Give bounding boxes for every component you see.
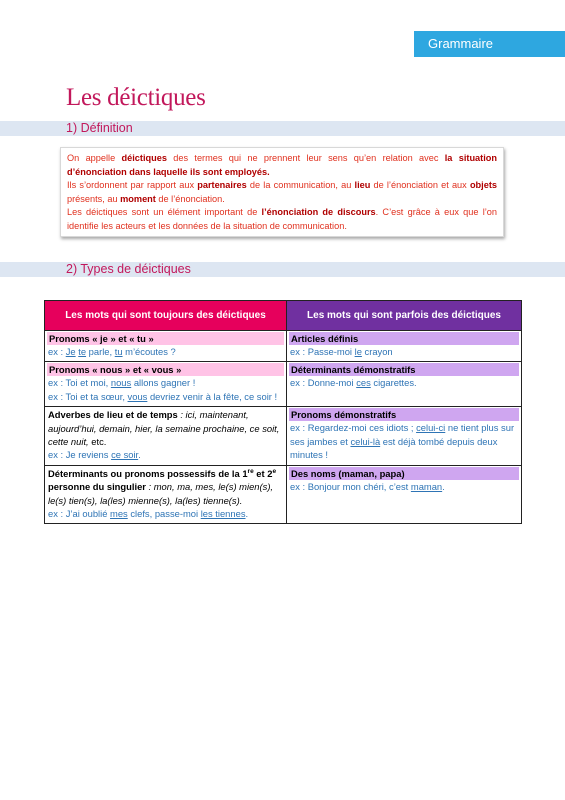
- table-row: [45, 362, 522, 407]
- example-text: [48, 448, 283, 461]
- text: est déjà tombé depuis deux minutes !: [290, 435, 498, 461]
- highlighted-word: celui-ci: [416, 422, 446, 434]
- text: ex : J’ai oublié: [48, 508, 111, 520]
- definition-paragraph-1: [67, 152, 497, 179]
- category-description: [48, 408, 283, 448]
- text: ex : Donne-moi: [290, 377, 357, 389]
- text: cigarettes.: [370, 377, 417, 389]
- highlighted-word: ces: [356, 377, 371, 389]
- highlighted-word: les tiennes: [200, 508, 246, 520]
- category-label: Pronoms « nous » et « vous »: [47, 363, 284, 376]
- text: ex : Passe-moi: [290, 346, 355, 357]
- table-row: [45, 331, 522, 362]
- keyword: l’énonciation de discours: [261, 207, 376, 218]
- keyword: la situation d’énonciation dans laquelle ils sont employés.: [67, 153, 498, 177]
- highlighted-word: te: [78, 346, 87, 357]
- highlighted-word: mes: [110, 508, 128, 520]
- example-text: [290, 376, 518, 389]
- text: Ils s’ordonnent par rapport aux: [67, 180, 198, 191]
- example-text: [48, 345, 283, 358]
- text: ex : Je reviens: [48, 449, 112, 461]
- keyword: lieu: [354, 180, 371, 191]
- example-text: [290, 345, 518, 358]
- table-header-row: [45, 301, 522, 331]
- example-text: [48, 376, 283, 389]
- section-heading-types: 2) Types de déictiques: [66, 262, 191, 276]
- text: etc.: [88, 436, 107, 448]
- definition-paragraph-3: [67, 206, 497, 233]
- text: personne du singulier: [48, 481, 146, 493]
- category-tag: Grammaire: [414, 31, 565, 57]
- text: clefs, passe-moi: [127, 508, 201, 520]
- text: m’écoutes ?: [122, 346, 176, 357]
- table-cell: [45, 465, 287, 524]
- table-cell: [287, 362, 522, 407]
- column-header-sometimes: Les mots qui sont parfois des déictiques: [287, 301, 522, 331]
- keyword: partenaires: [197, 180, 247, 191]
- section-heading-definition: 1) Définition: [66, 121, 133, 135]
- table-cell: [287, 407, 522, 466]
- text: de la communication, au: [246, 180, 355, 191]
- table-cell: [45, 407, 287, 466]
- example-text: [290, 421, 518, 461]
- deictics-table: [44, 300, 522, 524]
- highlighted-word: vous: [127, 390, 148, 402]
- example-text: [48, 507, 283, 520]
- definition-box: [60, 147, 504, 237]
- text: allons gagner !: [131, 377, 196, 389]
- text: et 2: [253, 467, 273, 479]
- highlighted-word: celui-là: [350, 435, 381, 447]
- text: ex : Toi et moi,: [48, 377, 111, 389]
- text: de l’énonciation.: [155, 193, 225, 204]
- text: . C’est grâce à eux que l’on identifie les acteurs et les données de la situation de communication.: [67, 207, 498, 231]
- word-list: : mon, ma, mes, le(s) mien(s), le(s) tien(s), la(les) mienne(s), la(les) tienne(s).: [48, 481, 274, 506]
- text: devriez venir à la fête, ce soir !: [147, 390, 278, 402]
- text: des termes qui ne prennent leur sens qu’en relation avec: [166, 153, 445, 163]
- table-row: [45, 465, 522, 524]
- text: ex :: [48, 346, 66, 357]
- highlighted-word: Je: [65, 346, 76, 357]
- text: crayon: [361, 346, 393, 357]
- text: Déterminants ou pronoms possessifs de la 1: [48, 467, 248, 479]
- text: Les déictiques sont un élément important de: [67, 207, 262, 218]
- text: de l’énonciation et aux: [370, 180, 470, 191]
- column-header-always: Les mots qui sont toujours des déictiques: [45, 301, 287, 331]
- table-cell: [287, 331, 522, 362]
- keyword: objets: [469, 180, 497, 191]
- category-label: Des noms (maman, papa): [289, 467, 519, 480]
- table-cell: [287, 465, 522, 524]
- highlighted-word: ce soir: [111, 449, 139, 461]
- text: ex : Toi et ta sœur,: [48, 390, 128, 402]
- word-list: : ici, maintenant, aujourd’hui, demain, hier, la semaine prochaine, ce soit, cette nuit,: [48, 409, 280, 448]
- example-text: [290, 480, 518, 493]
- category-label: Pronoms « je » et « tu »: [47, 332, 284, 345]
- text: ex : Regardez-moi ces idiots ;: [290, 422, 417, 434]
- text: .: [138, 449, 141, 461]
- category-label: Adverbes de lieu et de temps: [48, 409, 178, 421]
- table-cell: [45, 362, 287, 407]
- table-cell: [45, 331, 287, 362]
- text: .: [442, 480, 445, 492]
- section-band-types: [0, 262, 565, 277]
- superscript: e: [272, 467, 277, 475]
- page-title: Les déictiques: [66, 84, 206, 111]
- example-text: [48, 390, 283, 403]
- highlighted-word: tu: [114, 346, 123, 357]
- keyword: déictiques: [121, 153, 167, 163]
- text: ne tient plus sur ses jambes et: [290, 422, 515, 447]
- text: ex : Bonjour mon chéri, c’est: [290, 480, 411, 492]
- text: parle,: [86, 346, 115, 357]
- table-row: [45, 407, 522, 466]
- definition-paragraph-2: [67, 179, 497, 206]
- section-band-definition: [0, 121, 565, 136]
- superscript: re: [247, 467, 254, 475]
- keyword: moment: [120, 193, 156, 204]
- highlighted-word: maman: [410, 480, 443, 492]
- highlighted-word: le: [354, 346, 362, 357]
- text: .: [245, 508, 249, 520]
- highlighted-word: nous: [110, 377, 132, 389]
- text: On appelle: [67, 153, 122, 163]
- category-label: Articles définis: [289, 332, 519, 345]
- category-label: Déterminants démonstratifs: [289, 363, 519, 376]
- category-label: Pronoms démonstratifs: [289, 408, 519, 421]
- text: présents, au: [67, 193, 121, 204]
- category-description: [48, 467, 283, 507]
